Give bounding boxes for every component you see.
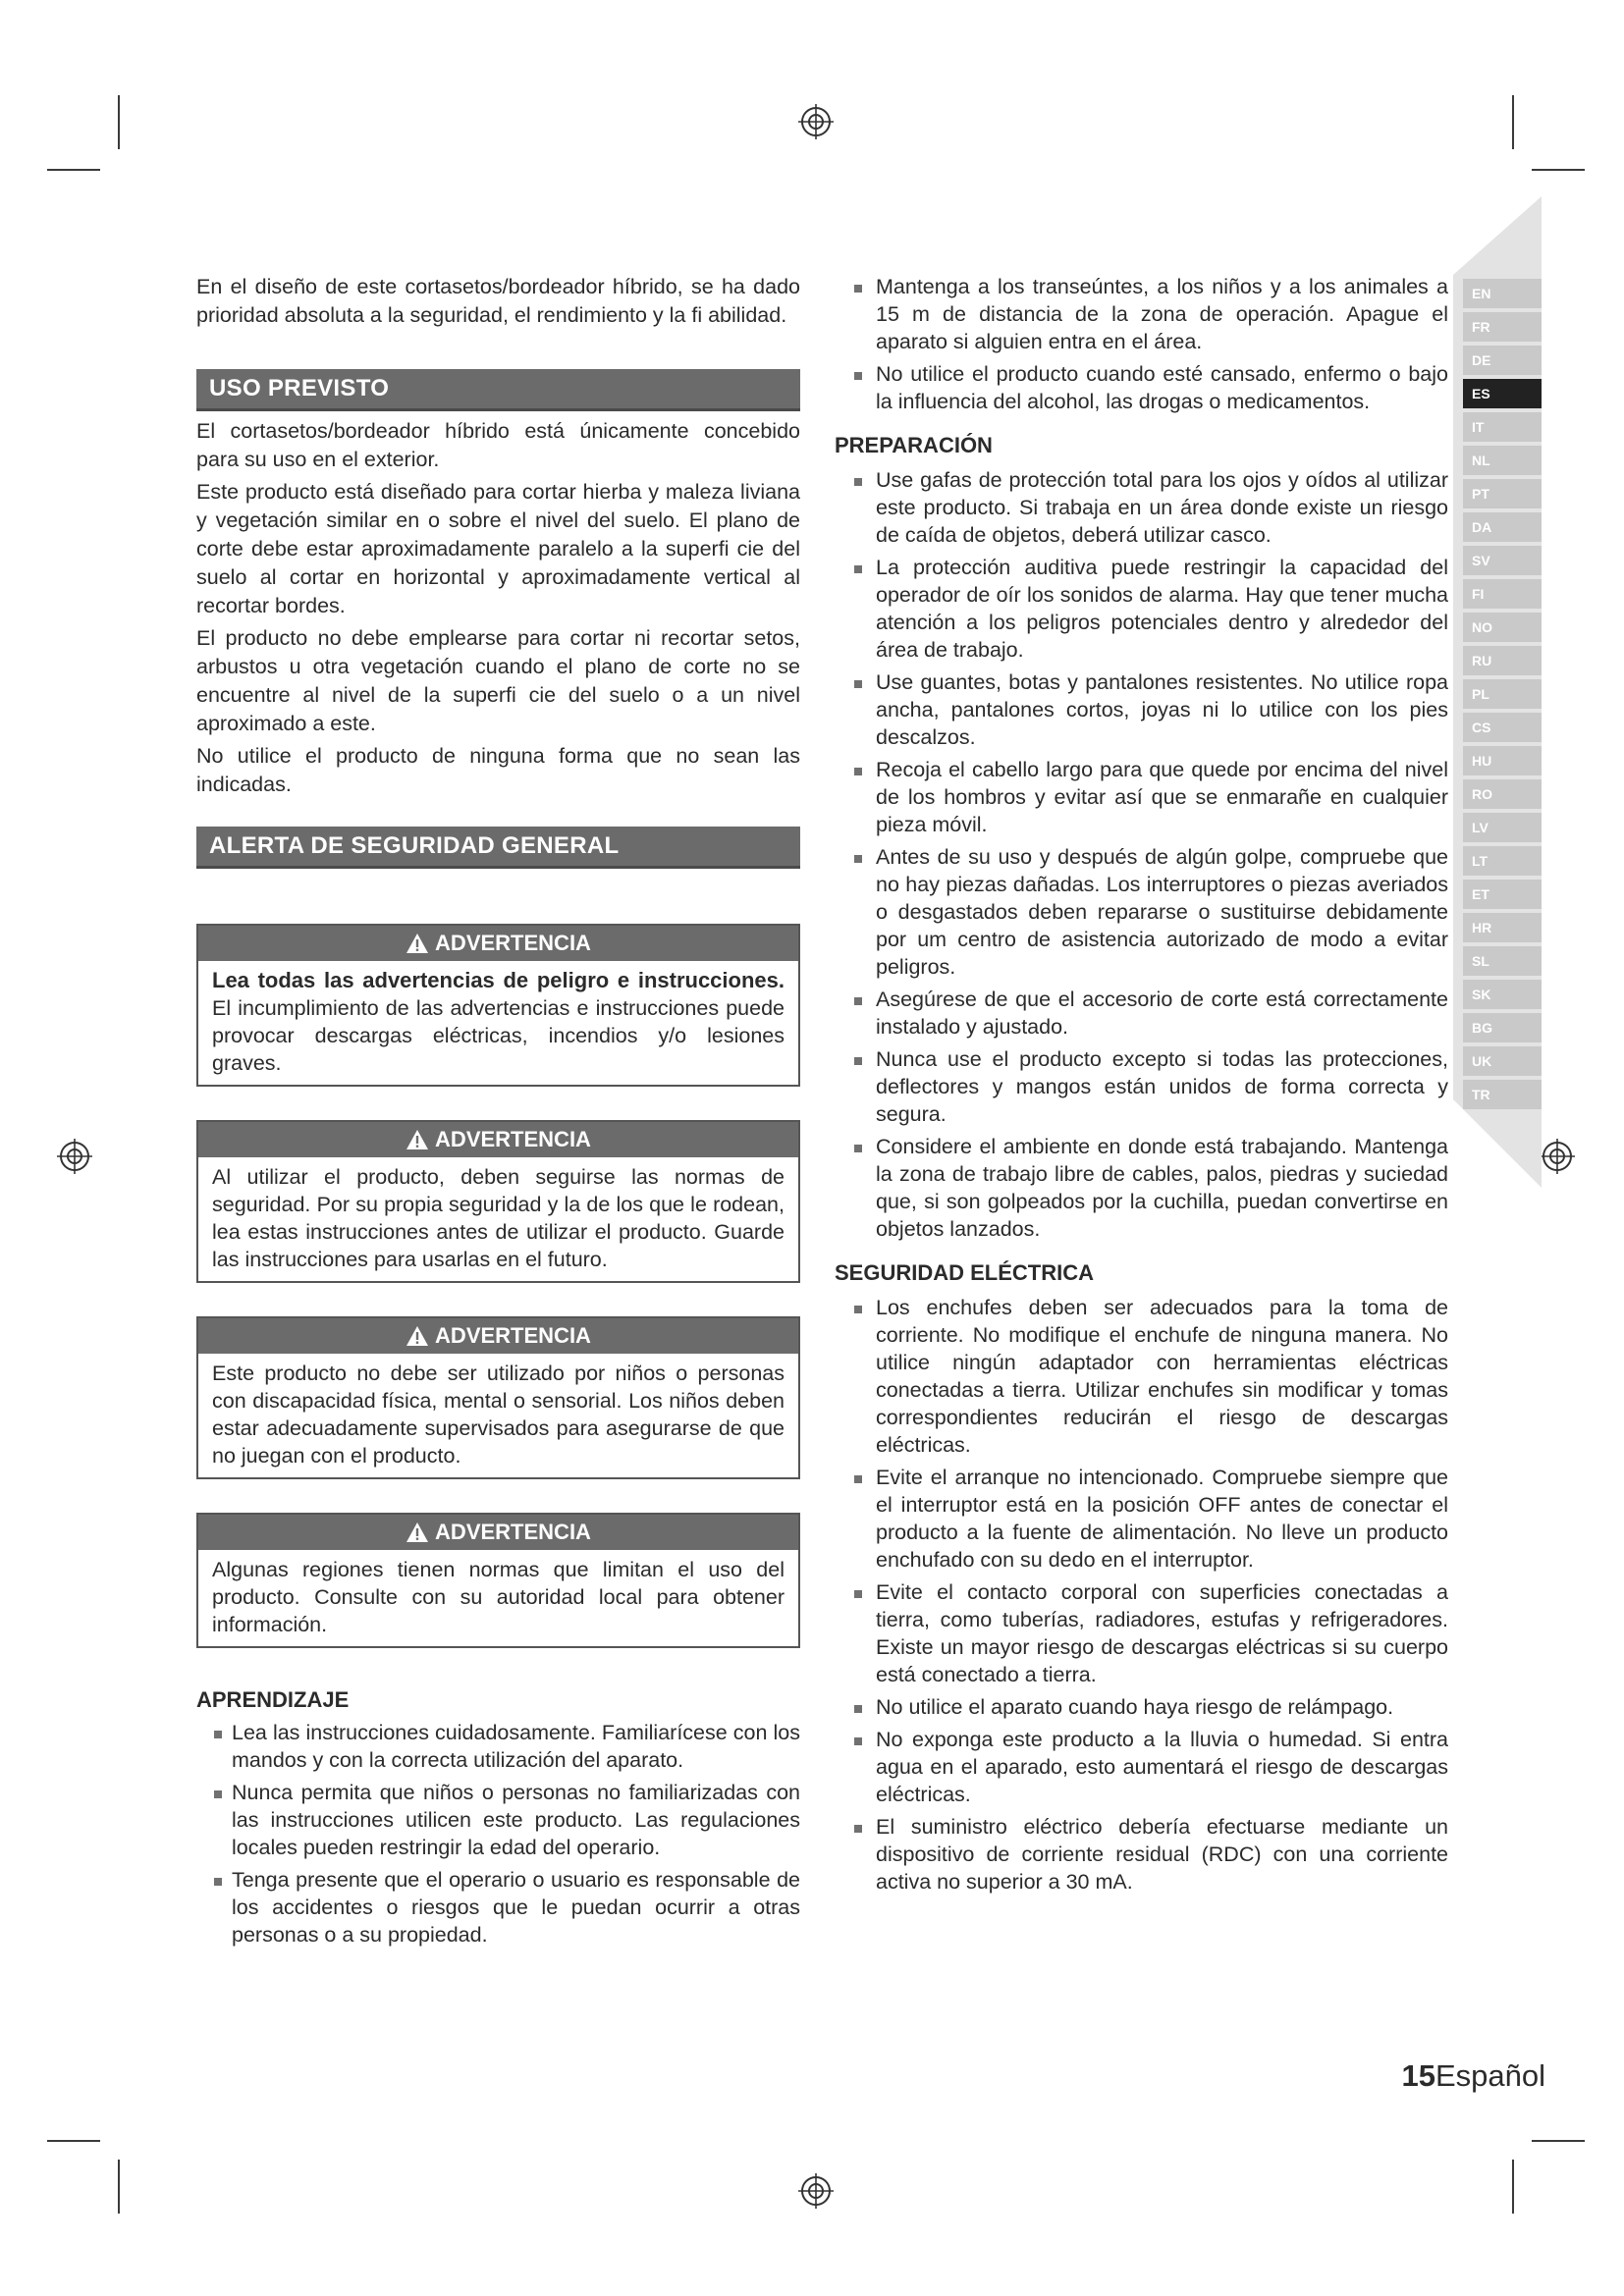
crop-mark (1532, 169, 1585, 171)
warning-text: Este producto no debe ser utilizado por niños o personas con discapacidad física, mental o sensorial. Los niños deben estar adecuadamente supervisados para asegurarse de que no juegan con el producto. (212, 1362, 785, 1468)
page-footer (1401, 2058, 1545, 2094)
paragraph: El producto no debe emplearse para cortar ni recortar setos, arbustos u otra vegetación cuando el plano de corte no se encuentre al nivel de la superfi cie del suelo o a un nivel aproximado a este. (196, 626, 800, 735)
warning-text: Al utilizar el producto, deben seguirse las normas de seguridad. Por su propia seguridad y la de los que le rodean, lea estas instrucciones antes de utilizar el producto. Guarde las instrucciones para usarlas en el futuro. (212, 1165, 785, 1271)
list-item: No exponga este producto a la lluvia o humedad. Si entra agua en el aparado, esto aumentará el riesgo de descargas eléctricas. (835, 1726, 1448, 1808)
warning-bold-text: Lea todas las advertencias de peligro e instrucciones. (212, 968, 785, 992)
crop-mark (1512, 2160, 1514, 2214)
heading-aprendizaje: APRENDIZAJE (196, 1687, 350, 1712)
tab-it[interactable]: IT (1463, 412, 1542, 442)
tab-hr[interactable]: HR (1463, 913, 1542, 942)
warning-normal-text: El incumplimiento de las advertencias e instrucciones puede provocar descargas eléctricas, incendios y/o lesiones graves. (212, 996, 785, 1075)
warning-triangle-icon (406, 933, 429, 954)
left-column (196, 273, 800, 1953)
tab-en[interactable]: EN (1463, 279, 1542, 308)
heading-seguridad-electrica: SEGURIDAD ELÉCTRICA (835, 1260, 1095, 1285)
tab-hu[interactable]: HU (1463, 746, 1542, 775)
warning-header (198, 1318, 798, 1354)
list-item: Nunca use el producto excepto si todas las protecciones, deflectores y mangos están unidos de forma correcta y segura. (835, 1045, 1448, 1128)
tab-fr[interactable]: FR (1463, 312, 1542, 342)
tab-fi[interactable]: FI (1463, 579, 1542, 609)
tab-sl[interactable]: SL (1463, 946, 1542, 976)
tab-ru[interactable]: RU (1463, 646, 1542, 675)
warning-box (196, 1120, 800, 1283)
section-title-alerta: ALERTA DE SEGURIDAD GENERAL (196, 827, 800, 869)
crop-mark (47, 2140, 100, 2142)
tab-lv[interactable]: LV (1463, 813, 1542, 842)
tab-pl[interactable]: PL (1463, 679, 1542, 709)
list-item: Considere el ambiente en donde está trabajando. Mantenga la zona de trabajo libre de cables, palos, piedras y suciedad que, si son golpeados por la cuchilla, puedan convertirse en objetos lanzados. (835, 1133, 1448, 1243)
warning-text: Algunas regiones tienen normas que limitan el uso del producto. Consulte con su autoridad local para obtener información. (212, 1558, 785, 1636)
tab-es[interactable]: ES (1463, 379, 1542, 408)
footer-language: Español (1435, 2058, 1545, 2093)
list-item: Use guantes, botas y pantalones resistentes. No utilice ropa ancha, pantalones cortos, joyas ni lo utilice con los pies descalzos. (835, 668, 1448, 751)
crop-mark (47, 169, 100, 171)
list-item: Lea las instrucciones cuidadosamente. Familiarícese con los mandos y con la correcta utilización del aparato. (196, 1719, 800, 1774)
warning-triangle-icon (406, 1129, 429, 1150)
list-item: Nunca permita que niños o personas no familiarizadas con las instrucciones utilicen este producto. Las regulaciones locales pueden restringir la edad del operario. (196, 1779, 800, 1861)
tab-bg[interactable]: BG (1463, 1013, 1542, 1042)
crop-mark (118, 95, 120, 149)
tab-sv[interactable]: SV (1463, 546, 1542, 575)
warning-box (196, 1316, 800, 1479)
list-item: Evite el contacto corporal con superficies conectadas a tierra, como tuberías, radiadores, estufas y refrigeradores. Existe un mayor riesgo de descargas eléctricas si su cuerpo está conectado a tierra. (835, 1578, 1448, 1688)
language-tabs (1463, 279, 1542, 1113)
warning-text (212, 967, 785, 1077)
tab-no[interactable]: NO (1463, 613, 1542, 642)
list-item: La protección auditiva puede restringir la capacidad del operador de oír los sonidos de alarma. Hay que tener mucha atención a los peligros potenciales dentro y alrededor del área de trabajo. (835, 554, 1448, 664)
section-title-uso-previsto: USO PREVISTO (196, 369, 800, 411)
tab-de[interactable]: DE (1463, 346, 1542, 375)
tab-da[interactable]: DA (1463, 512, 1542, 542)
warning-box (196, 1513, 800, 1648)
warning-header (198, 1122, 798, 1157)
seguridad-list (835, 1294, 1448, 1896)
crop-mark (1512, 95, 1514, 149)
registration-mark-icon (1538, 1137, 1577, 1176)
crop-mark (1532, 2140, 1585, 2142)
warning-title: ADVERTENCIA (435, 1127, 591, 1151)
paragraph: El cortasetos/bordeador híbrido está únicamente concebido para su uso en el exterior. (196, 419, 800, 471)
list-item: Use gafas de protección total para los ojos y oídos al utilizar este producto. Si trabaja en un área donde existe un riesgo de caída de objetos, deberá utilizar casco. (835, 466, 1448, 549)
list-item: Tenga presente que el operario o usuario es responsable de los accidentes o riesgos que le puedan ocurrir a otras personas o a su propiedad. (196, 1866, 800, 1949)
list-item: Antes de su uso y después de algún golpe, compruebe que no hay piezas dañadas. Los interruptores o piezas averiados o desgastados deben repararse o sustituirse debidamente por um centro de asistencia autorizado de modo a evitar peligros. (835, 843, 1448, 981)
warning-header (198, 926, 798, 961)
paragraph: No utilice el producto de ninguna forma que no sean las indicadas. (196, 744, 800, 796)
right-column (835, 273, 1448, 1900)
warning-triangle-icon (406, 1522, 429, 1543)
tab-sk[interactable]: SK (1463, 980, 1542, 1009)
list-item: El suministro eléctrico debería efectuarse mediante un dispositivo de corriente residual (RDC) con una corriente activa no superior a 30 mA. (835, 1813, 1448, 1896)
registration-mark-icon (55, 1137, 94, 1176)
warning-title: ADVERTENCIA (435, 1520, 591, 1544)
list-item: Recoja el cabello largo para que quede por encima del nivel de los hombros y evitar así que se enmarañe en cualquier pieza móvil. (835, 756, 1448, 838)
list-item: Asegúrese de que el accesorio de corte está correctamente instalado y ajustado. (835, 986, 1448, 1041)
warning-header (198, 1515, 798, 1550)
tab-tr[interactable]: TR (1463, 1080, 1542, 1109)
list-item: Los enchufes deben ser adecuados para la toma de corriente. No modifique el enchufe de ninguna manera. No utilice ningún adaptador con herramientas eléctricas conectadas a tierra. Utilizar enchufes sin modificar y tomas correspondientes reducirán el riesgo de descargas eléctricas. (835, 1294, 1448, 1459)
top-list (835, 273, 1448, 415)
list-item: No utilice el producto cuando esté cansado, enfermo o bajo la influencia del alcohol, las drogas o medicamentos. (835, 360, 1448, 415)
page-number: 15 (1401, 2058, 1435, 2093)
tab-et[interactable]: ET (1463, 880, 1542, 909)
warning-triangle-icon (406, 1325, 429, 1347)
registration-mark-icon (796, 2171, 836, 2211)
tab-pt[interactable]: PT (1463, 479, 1542, 508)
aprendizaje-list (196, 1719, 800, 1949)
intro-paragraph: En el diseño de este cortasetos/bordeador híbrido, se ha dado prioridad absoluta a la seguridad, el rendimiento y la fi abilidad. (196, 275, 800, 327)
list-item: Evite el arranque no intencionado. Compruebe siempre que el interruptor está en la posición OFF antes de conectar el producto a la fuente de alimentación. No lleve un producto enchufado con su dedo en el interruptor. (835, 1464, 1448, 1574)
paragraph: Este producto está diseñado para cortar hierba y maleza liviana y vegetación similar en o sobre el nivel del suelo. El plano de corte debe estar aproximadamente paralelo a la superfi cie del suelo al cortar en horizontal y aproximadamente vertical al recortar bordes. (196, 480, 800, 617)
tab-uk[interactable]: UK (1463, 1046, 1542, 1076)
warning-title: ADVERTENCIA (435, 1323, 591, 1348)
tab-ro[interactable]: RO (1463, 779, 1542, 809)
registration-mark-icon (796, 102, 836, 141)
tab-lt[interactable]: LT (1463, 846, 1542, 876)
list-item: Mantenga a los transeúntes, a los niños y a los animales a 15 m de distancia de la zona de operación. Apague el aparato si alguien entra en el área. (835, 273, 1448, 355)
warning-title: ADVERTENCIA (435, 931, 591, 955)
heading-preparacion: PREPARACIÓN (835, 433, 993, 457)
crop-mark (118, 2160, 120, 2214)
preparacion-list (835, 466, 1448, 1243)
tab-cs[interactable]: CS (1463, 713, 1542, 742)
warning-box (196, 924, 800, 1087)
list-item: No utilice el aparato cuando haya riesgo de relámpago. (835, 1693, 1448, 1721)
tab-nl[interactable]: NL (1463, 446, 1542, 475)
